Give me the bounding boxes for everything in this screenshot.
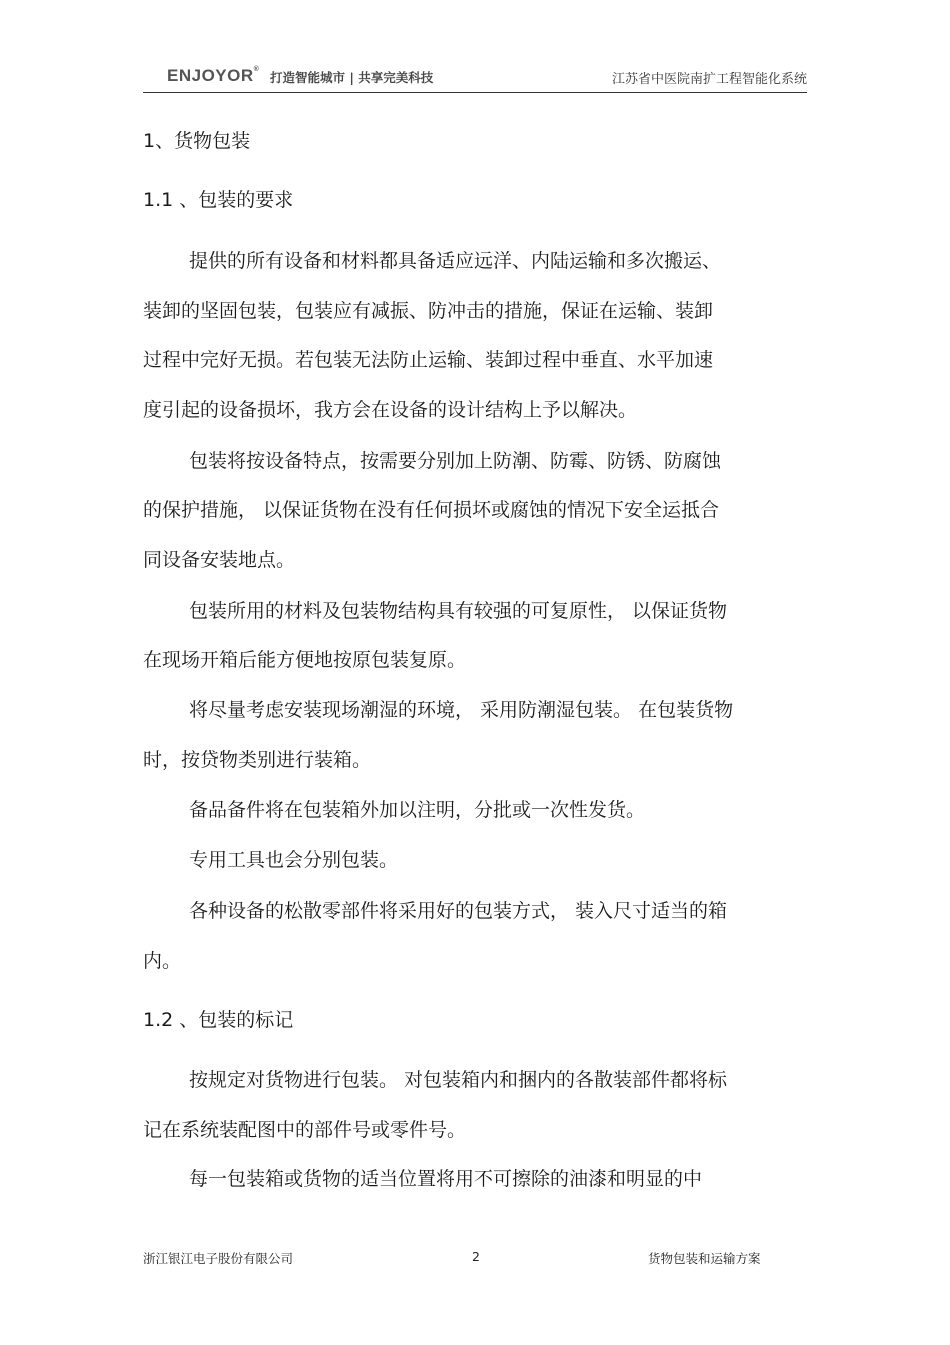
paragraph-line: 包装所用的材料及包装物结构具有较强的可复原性， 以保证货物: [189, 600, 728, 622]
paragraph-line: 度引起的设备损坏，我方会在设备的设计结构上予以解决。: [143, 399, 638, 421]
paragraph-line: 专用工具也会分别包装。: [189, 849, 399, 871]
paragraph-line: 各种设备的松散零部件将采用好的包装方式， 装入尺寸适当的箱: [189, 900, 728, 922]
footer-company: 浙江银江电子股份有限公司: [143, 1251, 294, 1266]
header-slogan: 打造智能城市 | 共享完美科技: [270, 70, 434, 85]
header-project-title: 江苏省中医院南扩工程智能化系统: [611, 72, 807, 87]
paragraph-line: 包装将按设备特点，按需要分别加上防潮、防霉、防锈、防腐蚀: [189, 450, 722, 472]
paragraph-line: 时，按贷物类别进行装箱。: [143, 749, 372, 771]
paragraph-line: 将尽量考虑安装现场潮湿的环境， 采用防潮湿包装。 在包装货物: [189, 699, 734, 721]
section-heading-1: 1、货物包装: [143, 130, 251, 152]
paragraph-line: 内。: [143, 950, 182, 972]
footer-document-title: 货物包装和运输方案: [648, 1251, 761, 1266]
page-number: 2: [472, 1249, 480, 1264]
paragraph-line: 每一包装箱或货物的适当位置将用不可擦除的油漆和明显的中: [189, 1168, 703, 1190]
section-heading-1-1: 1.1 、包装的要求: [143, 189, 294, 211]
paragraph-line: 装卸的坚固包装，包装应有减振、防冲击的措施，保证在运输、装卸: [143, 300, 714, 322]
paragraph-line: 在现场开箱后能方便地按原包装复原。: [143, 649, 467, 671]
section-heading-1-2: 1.2 、包装的标记: [143, 1009, 294, 1031]
paragraph-line: 备品备件将在包装箱外加以注明，分批或一次性发货。: [189, 799, 646, 821]
paragraph-line: 记在系统装配图中的部件号或零件号。: [143, 1119, 467, 1141]
page-header: [143, 62, 807, 93]
paragraph-line: 过程中完好无损。若包装无法防止运输、装卸过程中垂直、水平加速: [143, 349, 714, 371]
enjoyor-logo: ENJOYOR®: [167, 66, 260, 85]
paragraph-line: 同设备安装地点。: [143, 549, 296, 571]
paragraph-line: 提供的所有设备和材料都具备适应远洋、内陆运输和多次搬运、: [189, 250, 722, 272]
paragraph-line: 按规定对货物进行包装。 对包装箱内和捆内的各散装部件都将标: [189, 1069, 728, 1091]
paragraph-line: 的保护措施， 以保证货物在没有任何损坏或腐蚀的情况下安全运抵合: [143, 499, 720, 521]
